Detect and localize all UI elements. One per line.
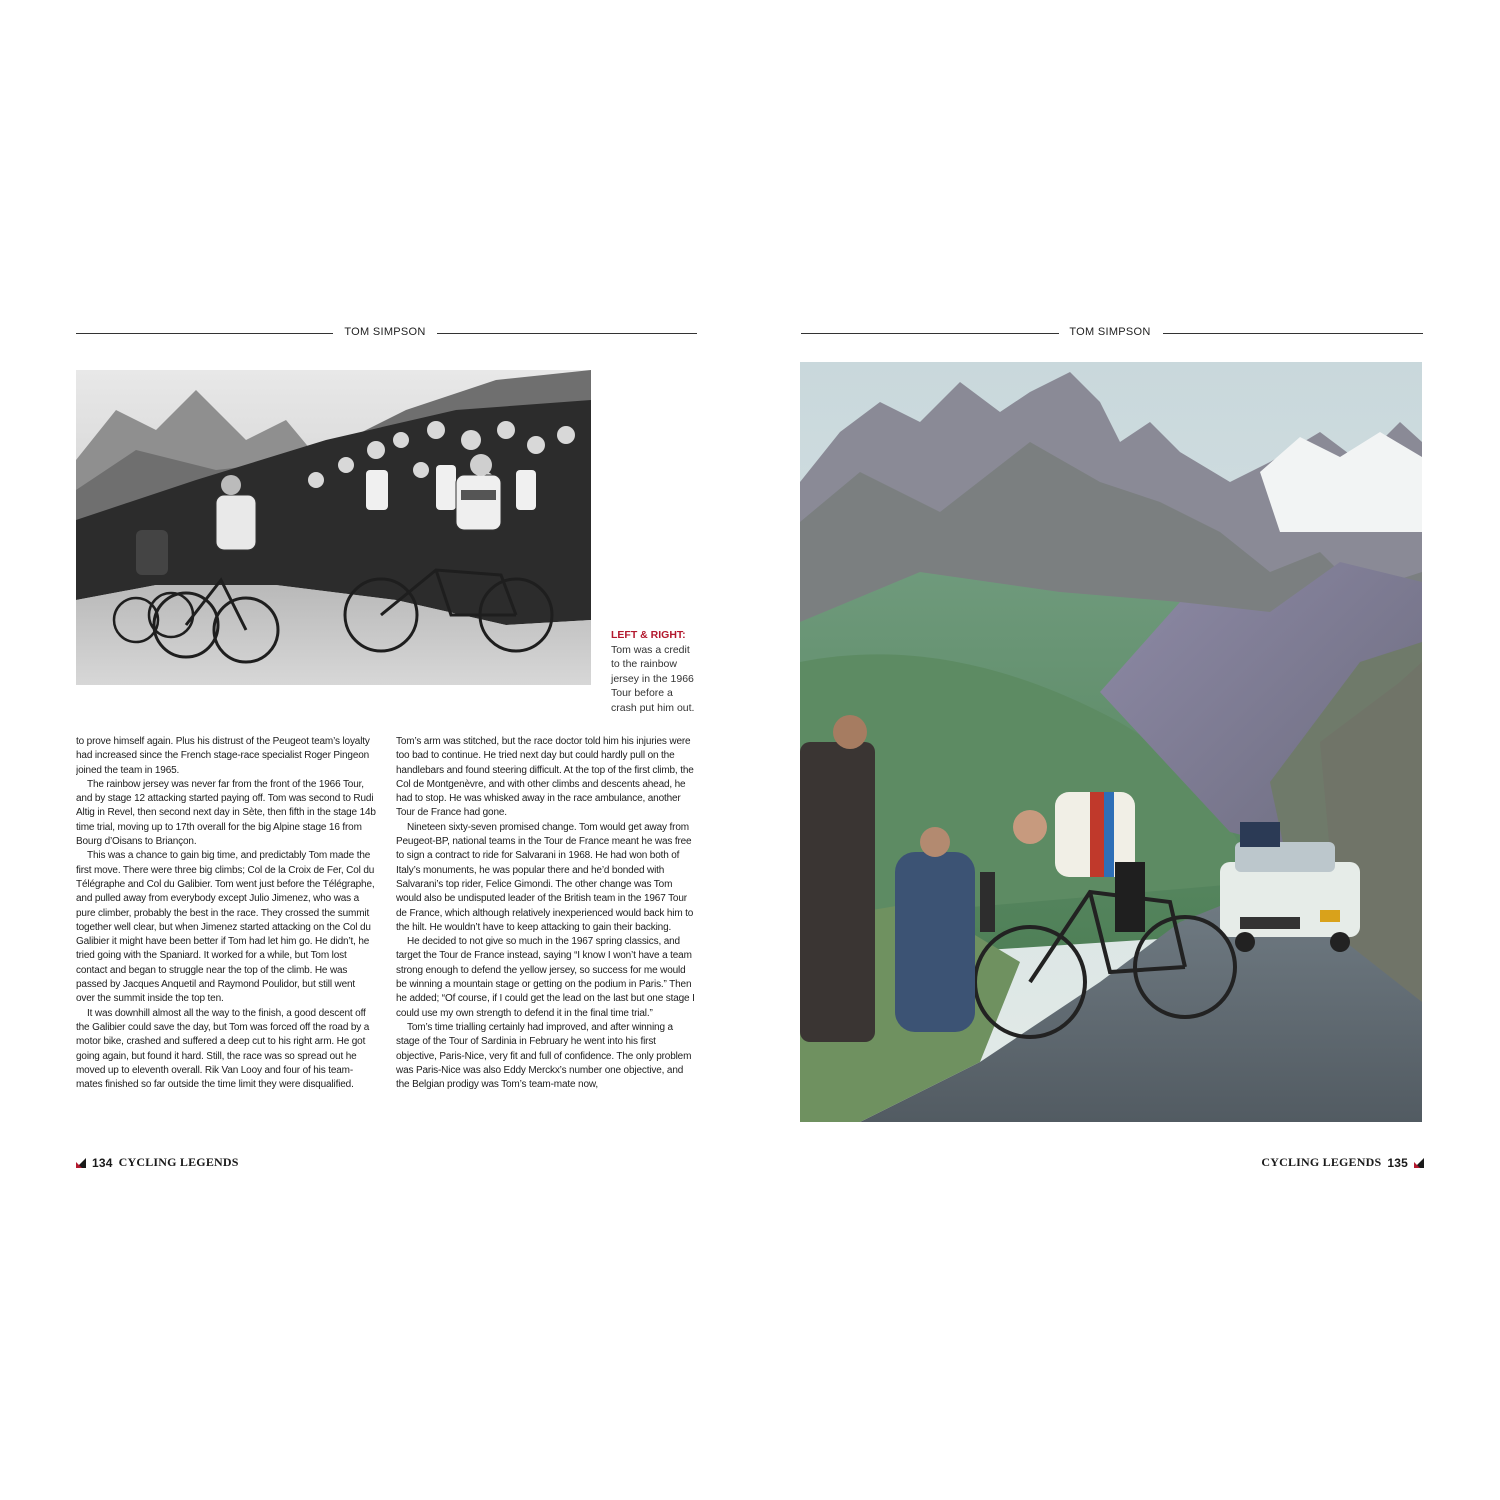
bw-race-photo xyxy=(76,370,591,685)
right-header-rule-right xyxy=(1163,333,1423,334)
magazine-name: CYCLING LEGENDS xyxy=(1261,1155,1382,1169)
paragraph: He decided to not give so much in the 1967 spring classics, and target the Tour de France instead, saying “I know I won’t have a team strong enough to defend the yellow jersey, so success for me would be winning a mountain stage or getting on the podium in Paris.” Then he added; “Of course, if I could get the lead on the last but one stage I could use my own strength to defend it in the final time trial.” xyxy=(396,936,695,1019)
corner-mark-icon xyxy=(76,1158,86,1168)
article-column-1 xyxy=(76,735,376,1130)
paragraph: Tom’s arm was stitched, but the race doctor told him his injuries were too bad to continue. He tried next day but could hardly pull on the handlebars and found steering difficult. At the top of the first climb, the Col de Montgenèvre, and with other climbs and descents ahead, he had to stop. He was whisked away in the race ambulance, another Tour de France had gone. xyxy=(396,736,694,819)
photo-caption xyxy=(611,628,701,715)
page-number: 134 xyxy=(92,1155,113,1170)
paragraph: to prove himself again. Plus his distrust of the Peugeot team’s loyalty had increased since the French stage-race specialist Roger Pingeon joined the team in 1965. xyxy=(76,736,370,776)
paragraph: The rainbow jersey was never far from the front of the 1966 Tour, and by stage 12 attacking started paying off. Tom was second to Rudi Altig in Revel, then second next day in Sète, then fifth in the stage 14b time trial, moving up to 17th overall for the big Alpine stage 16 from Bourg d’Oisans to Briançon. xyxy=(76,778,376,848)
caption-text: Tom was a credit to the rainbow jersey in the 1966 Tour before a crash put him out. xyxy=(611,643,695,714)
paragraph: Nineteen sixty-seven promised change. Tom would get away from Peugeot-BP, national teams in the Tour de France meant he was free to sign a contract to ride for Salvarani in 1968. He had won both of Italy’s monuments, he was popular there and he’d bonded with Salvarani’s top rider, Felice Gimondi. The other change was Tom would also be undisputed leader of the British team in the 1967 Tour de France, which although relatively inexperienced would back him to the hilt. He wouldn’t have to keep attacking to gain their backing. xyxy=(396,821,694,933)
left-running-head: TOM SIMPSON xyxy=(344,326,426,338)
left-header-rule-left xyxy=(76,333,333,334)
color-mountain-photo xyxy=(800,362,1422,1122)
left-folio xyxy=(76,1155,239,1170)
magazine-name: CYCLING LEGENDS xyxy=(118,1155,239,1169)
paragraph: It was downhill almost all the way to the finish, a good descent off the Galibier could save the day, but Tom was forced off the road by a motor bike, crashed and suffered a deep cut to his right arm. He got going again, but found it hard. Still, the race was so spread out he moved up to eleventh overall. Rik Van Looy and four of his team-mates finished so far outside the time limit they were disqualified. xyxy=(76,1007,370,1091)
corner-mark-icon xyxy=(1414,1158,1424,1168)
paragraph: Tom’s time trialling certainly had improved, and after winning a stage of the Tour of Sardinia in February he went into his first objective, Paris-Nice, very fit and full of confidence. The only problem was Paris-Nice was also Eddy Merckx’s number one objective, and the Belgian prodigy was Tom’s team-mate now, xyxy=(396,1021,692,1091)
paragraph: This was a chance to gain big time, and predictably Tom made the first move. There were three big climbs; Col de la Croix de Fer, Col du Télégraphe and Col du Galibier. Tom went just before the Télégraphe, and pulled away from everybody except Julio Jimenez, who was a pure climber, probably the best in the race. They crossed the summit together well clear, but when Jimenez started attacking on the Col du Galibier it might have been better if Tom had let him go. He didn’t, he tried going with the Spaniard. It worked for a while, but Tom lost contact and began to struggle near the top of the climb. He was passed by Jacques Anquetil and Raymond Poulidor, but still went over the summit inside the top ten. xyxy=(76,850,375,1005)
right-folio xyxy=(1261,1155,1424,1170)
left-header-rule-right xyxy=(437,333,697,334)
article-column-2 xyxy=(396,735,696,1130)
right-running-head: TOM SIMPSON xyxy=(1069,326,1151,338)
right-header-rule-left xyxy=(801,333,1059,334)
caption-heading: LEFT & RIGHT: xyxy=(611,629,686,641)
page-number: 135 xyxy=(1387,1155,1408,1170)
